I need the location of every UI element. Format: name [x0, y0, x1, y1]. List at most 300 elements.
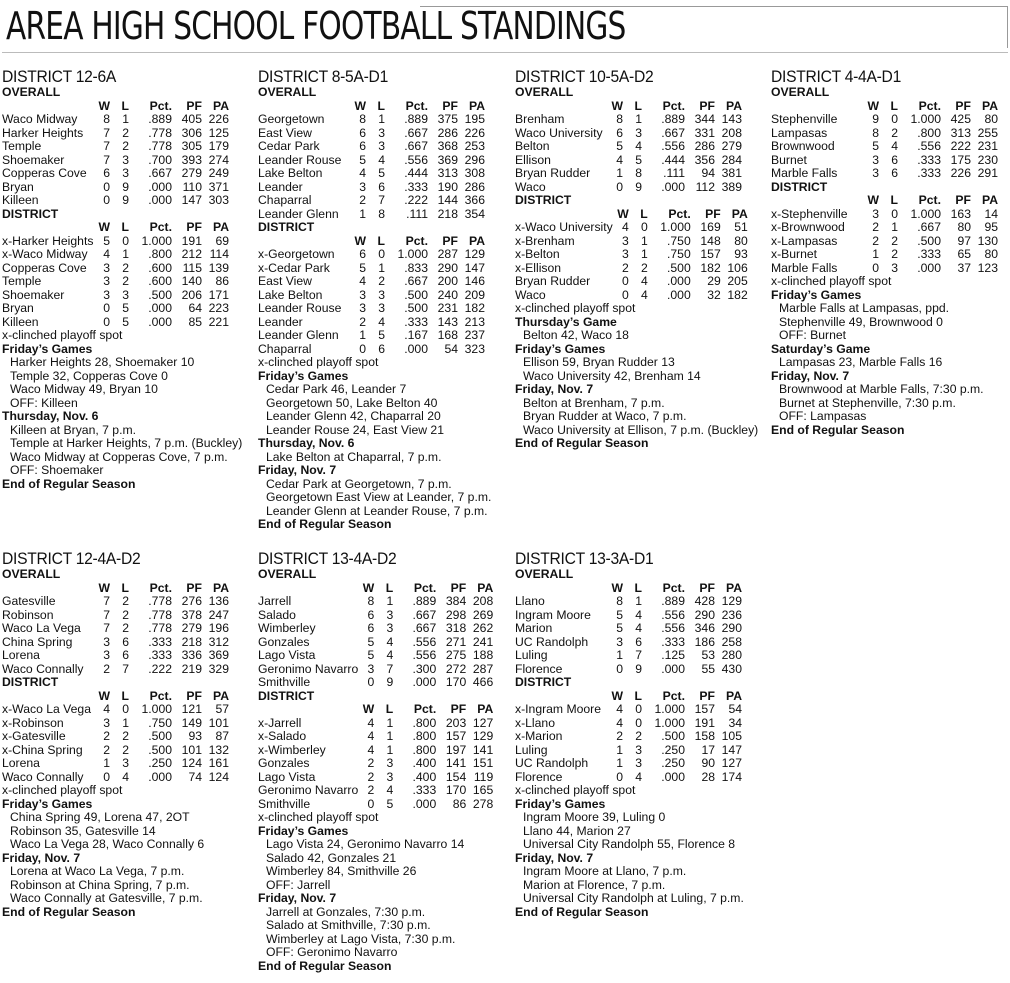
stat-cell: 6 — [616, 125, 623, 140]
stat-cell: 3 — [378, 125, 385, 140]
table-row — [258, 744, 493, 758]
game-line: OFF: Jarrell — [266, 877, 331, 892]
team-name: East View — [258, 274, 312, 288]
stat-cell: 2 — [621, 260, 629, 275]
column-header: PA — [468, 98, 485, 113]
table-row — [2, 154, 229, 168]
stat-cell: 9 — [872, 112, 879, 126]
stat-cell: 425 — [950, 112, 971, 126]
stat-cell: 1 — [103, 756, 110, 770]
schedule-heading: Friday’s Games — [771, 287, 862, 302]
stat-cell: 101 — [208, 715, 229, 730]
stat-cell: 105 — [721, 729, 742, 743]
stat-cell: 312 — [208, 634, 229, 649]
stat-cell: 106 — [727, 260, 748, 275]
stat-cell: 2 — [122, 729, 129, 743]
stat-cell: 54 — [444, 341, 458, 356]
stat-cell: 140 — [181, 274, 202, 288]
stat-cell: 226 — [464, 125, 485, 140]
table-row — [258, 609, 493, 623]
stat-cell: 8 — [872, 125, 879, 140]
stat-cell: 1 — [635, 112, 642, 126]
stat-cell: 4 — [640, 274, 648, 288]
table-row — [2, 248, 229, 262]
stat-cell: 0 — [359, 341, 366, 356]
stat-cell: 8 — [616, 594, 623, 608]
team-name: x-Brenham — [515, 233, 575, 248]
column-header: PF — [186, 688, 202, 703]
header-team — [258, 100, 350, 114]
table-row — [515, 663, 742, 677]
column-header: L — [634, 580, 642, 595]
stat-cell: 306 — [181, 125, 202, 140]
game-line: Stephenville 49, Brownwood 0 — [779, 314, 943, 329]
schedule-heading: End of Regular Season — [515, 436, 649, 450]
stat-cell: 226 — [208, 112, 229, 126]
stat-cell: 190 — [437, 179, 458, 194]
stat-cell: 4 — [103, 247, 110, 261]
stat-cell: 149 — [181, 715, 202, 730]
column-header: PA — [981, 193, 998, 207]
stat-cell: 1.000 — [654, 715, 685, 730]
header-row — [515, 582, 742, 596]
stat-cell: 3 — [122, 152, 129, 167]
schedule-heading: Friday’s Games — [2, 341, 93, 356]
team-name: Leander — [258, 314, 303, 329]
stat-cell: 95 — [984, 220, 998, 234]
table-row — [258, 595, 493, 609]
stat-cell: 4 — [367, 715, 375, 730]
stat-cell: 218 — [181, 634, 202, 649]
table-row — [515, 154, 742, 168]
table-row — [771, 262, 998, 276]
stat-cell: 2 — [359, 314, 366, 329]
stat-cell: 226 — [950, 166, 971, 180]
stat-cell: 80 — [734, 233, 748, 248]
stat-cell: 191 — [181, 233, 202, 248]
stat-cell: .556 — [412, 648, 437, 662]
stat-cell: 0 — [635, 702, 642, 716]
stat-cell: 308 — [464, 166, 485, 180]
table-row — [2, 167, 229, 181]
header-row — [258, 582, 493, 596]
district-12-4a-d2 — [2, 550, 252, 919]
stat-cell: 1 — [378, 260, 385, 275]
team-name: Waco — [515, 179, 546, 194]
stat-cell: 430 — [721, 661, 742, 676]
team-name: Leander Glenn — [258, 328, 339, 342]
stat-cell: 168 — [437, 328, 458, 342]
game-line: Marble Falls at Lampasas, ppd. — [779, 301, 950, 315]
stat-cell: 6 — [359, 125, 366, 140]
stat-cell: .444 — [404, 166, 428, 180]
stat-cell: .000 — [667, 274, 691, 288]
column-header: L — [377, 233, 385, 248]
game-line: Georgetown East View at Leander, 7 p.m. — [266, 490, 492, 504]
district-label: DISTRICT — [258, 688, 315, 703]
stat-cell: 298 — [445, 607, 467, 622]
stat-cell: 5 — [378, 328, 385, 342]
stat-cell: 6 — [635, 634, 642, 649]
district-table — [515, 690, 742, 785]
column-header: W — [98, 98, 110, 113]
overall-label: OVERALL — [771, 85, 830, 99]
table-row — [258, 262, 485, 276]
stat-cell: 0 — [616, 661, 623, 676]
stat-cell: 371 — [208, 179, 229, 194]
stat-cell: 4 — [635, 139, 642, 153]
stat-cell: 1 — [891, 220, 898, 234]
stat-cell: .667 — [917, 220, 941, 234]
stat-cell: 279 — [181, 621, 202, 635]
stat-cell: .667 — [148, 166, 172, 180]
team-name: Leander Glenn — [258, 206, 339, 221]
team-name: UC Randolph — [515, 756, 589, 770]
column-header: L — [634, 688, 642, 703]
stat-cell: .333 — [917, 152, 941, 167]
stat-cell: 3 — [103, 287, 110, 302]
team-name: Lake Belton — [258, 166, 323, 180]
header-row — [258, 703, 493, 717]
game-line: Leander Rouse 24, East View 21 — [266, 422, 444, 437]
stat-cell: 182 — [727, 287, 748, 302]
team-name: Lake Belton — [258, 287, 323, 302]
table-row — [258, 622, 493, 636]
district-13-3a-d1 — [515, 550, 765, 919]
header-team — [515, 100, 607, 114]
schedule-heading: End of Regular Season — [258, 958, 392, 973]
table-row — [258, 275, 485, 289]
stat-cell: 2 — [367, 783, 375, 797]
stat-cell: 7 — [103, 152, 110, 167]
stat-cell: 378 — [181, 607, 202, 622]
stat-cell: 3 — [378, 287, 385, 302]
table-row — [2, 302, 229, 316]
stat-cell: .833 — [404, 260, 428, 275]
stat-cell: 6 — [359, 247, 366, 261]
stat-cell: .000 — [148, 179, 172, 194]
top-rule — [420, 6, 1008, 7]
stat-cell: 290 — [694, 607, 715, 622]
stat-cell: 182 — [464, 301, 485, 315]
schedule-heading: Friday, Nov. 7 — [515, 382, 594, 396]
stat-cell: 8 — [616, 112, 623, 126]
table-row — [771, 113, 998, 127]
stat-cell: 205 — [727, 274, 748, 288]
stat-cell: 1.000 — [141, 702, 172, 716]
schedule-heading: Friday’s Games — [2, 796, 93, 811]
game-line: OFF: Shoemaker — [10, 463, 104, 477]
table-row — [515, 221, 748, 235]
stat-cell: 2 — [378, 274, 385, 288]
stat-cell: 158 — [694, 729, 715, 743]
overall-label: OVERALL — [258, 567, 317, 581]
table-row — [258, 771, 493, 785]
team-name: Waco Midway — [2, 112, 78, 126]
table-row — [258, 343, 485, 357]
stat-cell: 1.000 — [654, 702, 685, 716]
header-row — [2, 221, 229, 235]
stat-cell: 236 — [721, 607, 742, 622]
stat-cell: 32 — [707, 287, 721, 302]
stat-cell: 3 — [378, 301, 385, 315]
stat-cell: 132 — [208, 742, 229, 757]
team-name: Llano — [515, 594, 545, 608]
table-row — [258, 757, 493, 771]
stat-cell: 0 — [367, 675, 375, 689]
table-row — [515, 181, 742, 195]
district-label: DISTRICT — [2, 206, 59, 221]
stat-cell: 5 — [367, 648, 375, 662]
table-row — [2, 649, 229, 663]
column-header: PA — [725, 688, 742, 703]
team-name: Leander — [258, 179, 303, 194]
team-name: Gatesville — [2, 594, 56, 608]
stat-cell: .667 — [404, 274, 428, 288]
stat-cell: 127 — [472, 715, 494, 730]
overall-label: OVERALL — [2, 85, 61, 99]
team-name: Killeen — [2, 314, 39, 329]
table-row — [2, 235, 229, 249]
stat-cell: .000 — [412, 796, 437, 811]
stat-cell: .778 — [148, 139, 172, 153]
stat-cell: 5 — [359, 152, 366, 167]
stat-cell: 2 — [640, 260, 648, 275]
stat-cell: 3 — [359, 179, 366, 194]
stat-cell: .500 — [404, 301, 428, 315]
stat-cell: 223 — [208, 301, 229, 315]
stat-cell: 186 — [694, 634, 715, 649]
game-line: Robinson 35, Gatesville 14 — [10, 823, 156, 838]
column-header: W — [867, 98, 879, 113]
table-row — [258, 194, 485, 208]
stat-cell: 65 — [957, 247, 971, 261]
stat-cell: 7 — [378, 193, 385, 207]
game-line: Leander Glenn at Leander Rouse, 7 p.m. — [266, 503, 488, 518]
playoff-note: x-clinched playoff spot — [2, 783, 123, 797]
stat-cell: 393 — [181, 152, 202, 167]
stat-cell: .333 — [412, 783, 437, 797]
stat-cell: 9 — [122, 193, 129, 207]
column-header: L — [890, 98, 898, 113]
stat-cell: 6 — [103, 166, 110, 180]
stat-cell: 57 — [215, 702, 229, 716]
column-header: PA — [725, 580, 742, 595]
game-line: Waco Midway 49, Bryan 10 — [10, 382, 158, 396]
stat-cell: 7 — [103, 125, 110, 140]
column-header: PA — [731, 206, 748, 221]
overall-table — [258, 582, 493, 690]
stat-cell: .889 — [404, 112, 428, 126]
team-name: x-Llano — [515, 715, 555, 730]
column-header: Pct. — [149, 688, 172, 703]
header-row — [258, 100, 485, 114]
stat-cell: 336 — [181, 648, 202, 662]
stat-cell: 291 — [977, 166, 998, 180]
stat-cell: 90 — [701, 756, 715, 770]
stat-cell: 2 — [122, 139, 129, 153]
stat-cell: 29 — [707, 274, 721, 288]
column-header: L — [121, 688, 129, 703]
stat-cell: .000 — [667, 287, 691, 302]
table-row — [258, 154, 485, 168]
stat-cell: .667 — [412, 607, 437, 622]
game-line: Waco Connally at Gatesville, 7 p.m. — [10, 891, 203, 905]
stat-cell: 139 — [208, 260, 229, 275]
schedule-heading: Thursday, Nov. 6 — [258, 436, 355, 450]
stat-cell: 123 — [977, 260, 998, 275]
stat-cell: 5 — [367, 634, 375, 649]
stat-cell: 3 — [635, 742, 642, 757]
stat-cell: 2 — [122, 621, 129, 635]
right-rule — [1007, 6, 1008, 48]
column-header: PF — [699, 98, 715, 113]
team-name: Copperas Cove — [2, 260, 87, 275]
stat-cell: 1 — [386, 742, 394, 757]
stat-cell: 262 — [472, 621, 494, 635]
playoff-note: x-clinched playoff spot — [2, 328, 123, 342]
district-name: DISTRICT 4-4A-D1 — [771, 67, 902, 86]
game-line: Wimberley at Lago Vista, 7:30 p.m. — [266, 931, 456, 946]
stat-cell: 3 — [359, 301, 366, 315]
column-header: W — [98, 580, 110, 595]
stat-cell: 129 — [464, 247, 485, 261]
stat-cell: 356 — [694, 152, 715, 167]
stat-cell: .556 — [661, 607, 685, 622]
team-name: Lorena — [2, 648, 40, 662]
stat-cell: 290 — [437, 260, 458, 275]
header-team — [258, 582, 358, 596]
stat-cell: 2 — [616, 729, 623, 743]
table-row — [515, 113, 742, 127]
header-row — [2, 100, 229, 114]
column-header: Pct. — [149, 98, 172, 113]
column-header: W — [611, 98, 623, 113]
stat-cell: .300 — [412, 661, 437, 676]
stat-cell: 1 — [640, 233, 648, 248]
stat-cell: 129 — [721, 594, 742, 608]
game-line: Killeen at Bryan, 7 p.m. — [10, 422, 136, 437]
team-name: Lago Vista — [258, 769, 316, 784]
stat-cell: 280 — [721, 648, 742, 662]
stat-cell: 3 — [872, 206, 879, 221]
team-name: UC Randolph — [515, 634, 589, 649]
table-row — [258, 181, 485, 195]
stat-cell: 405 — [181, 112, 202, 126]
column-header: PA — [981, 98, 998, 113]
table-row — [515, 127, 742, 141]
team-name: Brenham — [515, 112, 565, 126]
column-header: PA — [212, 220, 229, 234]
stat-cell: 0 — [872, 260, 879, 275]
stat-cell: .333 — [661, 634, 685, 649]
stat-cell: 6 — [378, 341, 385, 356]
stat-cell: 3 — [103, 715, 110, 730]
stat-cell: 157 — [445, 729, 467, 743]
stat-cell: 197 — [445, 742, 467, 757]
stat-cell: 303 — [208, 193, 229, 207]
stat-cell: 4 — [635, 607, 642, 622]
title-rule — [2, 52, 1008, 53]
team-name: x-Wimberley — [258, 742, 326, 757]
stat-cell: .333 — [148, 648, 172, 662]
stat-cell: 3 — [103, 634, 110, 649]
stat-cell: .400 — [412, 756, 437, 770]
stat-cell: 368 — [437, 139, 458, 153]
game-line: Ellison 59, Bryan Rudder 13 — [523, 355, 675, 369]
district-table — [2, 690, 229, 785]
stat-cell: 346 — [694, 621, 715, 635]
column-header: Pct. — [405, 233, 428, 248]
stat-cell: 3 — [635, 125, 642, 140]
stat-cell: 5 — [616, 621, 623, 635]
stat-cell: 146 — [464, 274, 485, 288]
table-row — [2, 595, 229, 609]
stat-cell: 4 — [891, 139, 898, 153]
column-header: Pct. — [668, 206, 691, 221]
stat-cell: 276 — [181, 594, 202, 608]
column-header: L — [377, 98, 385, 113]
stat-cell: 5 — [378, 166, 385, 180]
game-line: Ingram Moore 39, Luling 0 — [523, 810, 666, 824]
stat-cell: 7 — [122, 661, 129, 676]
column-header: Pct. — [413, 702, 437, 716]
stat-cell: .333 — [917, 166, 941, 180]
team-name: Leander Rouse — [258, 152, 342, 167]
team-name: x-Belton — [515, 247, 560, 261]
table-row — [2, 316, 229, 330]
stat-cell: 249 — [208, 166, 229, 180]
stat-cell: .222 — [404, 193, 428, 207]
stat-cell: 86 — [215, 274, 229, 288]
stat-cell: 4 — [367, 729, 375, 743]
team-name: x-Harker Heights — [2, 233, 94, 248]
district-name: DISTRICT 8-5A-D1 — [258, 67, 389, 86]
column-header: W — [617, 206, 629, 221]
stat-cell: 2 — [122, 274, 129, 288]
stat-cell: 0 — [103, 179, 110, 194]
table-row — [2, 744, 229, 758]
table-row — [771, 127, 998, 141]
page-title: AREA HIGH SCHOOL FOOTBALL STANDINGS — [6, 4, 626, 48]
team-name: Luling — [515, 648, 548, 662]
game-line: Ingram Moore at Llano, 7 p.m. — [523, 864, 687, 878]
stat-cell: 8 — [635, 166, 642, 180]
stat-cell: .800 — [148, 247, 172, 261]
stat-cell: 37 — [957, 260, 971, 275]
stat-cell: 222 — [950, 139, 971, 153]
table-row — [258, 649, 493, 663]
stat-cell: 2 — [103, 729, 110, 743]
stat-cell: .800 — [412, 715, 437, 730]
district-label: DISTRICT — [771, 179, 828, 194]
stat-cell: 296 — [464, 152, 485, 167]
stat-cell: .556 — [661, 139, 685, 153]
stat-cell: 221 — [208, 314, 229, 329]
table-row — [2, 636, 229, 650]
stat-cell: .000 — [661, 769, 685, 784]
stat-cell: 381 — [721, 166, 742, 180]
game-line: Waco University 42, Brenham 14 — [523, 368, 701, 383]
stat-cell: 147 — [464, 260, 485, 275]
stat-cell: 279 — [721, 139, 742, 153]
overall-table — [2, 100, 229, 208]
stat-cell: .000 — [148, 769, 172, 784]
schedule-heading: Friday, Nov. 7 — [515, 850, 594, 865]
stat-cell: 119 — [473, 769, 494, 784]
stat-cell: 6 — [122, 634, 129, 649]
team-name: x-Stephenville — [771, 206, 848, 221]
